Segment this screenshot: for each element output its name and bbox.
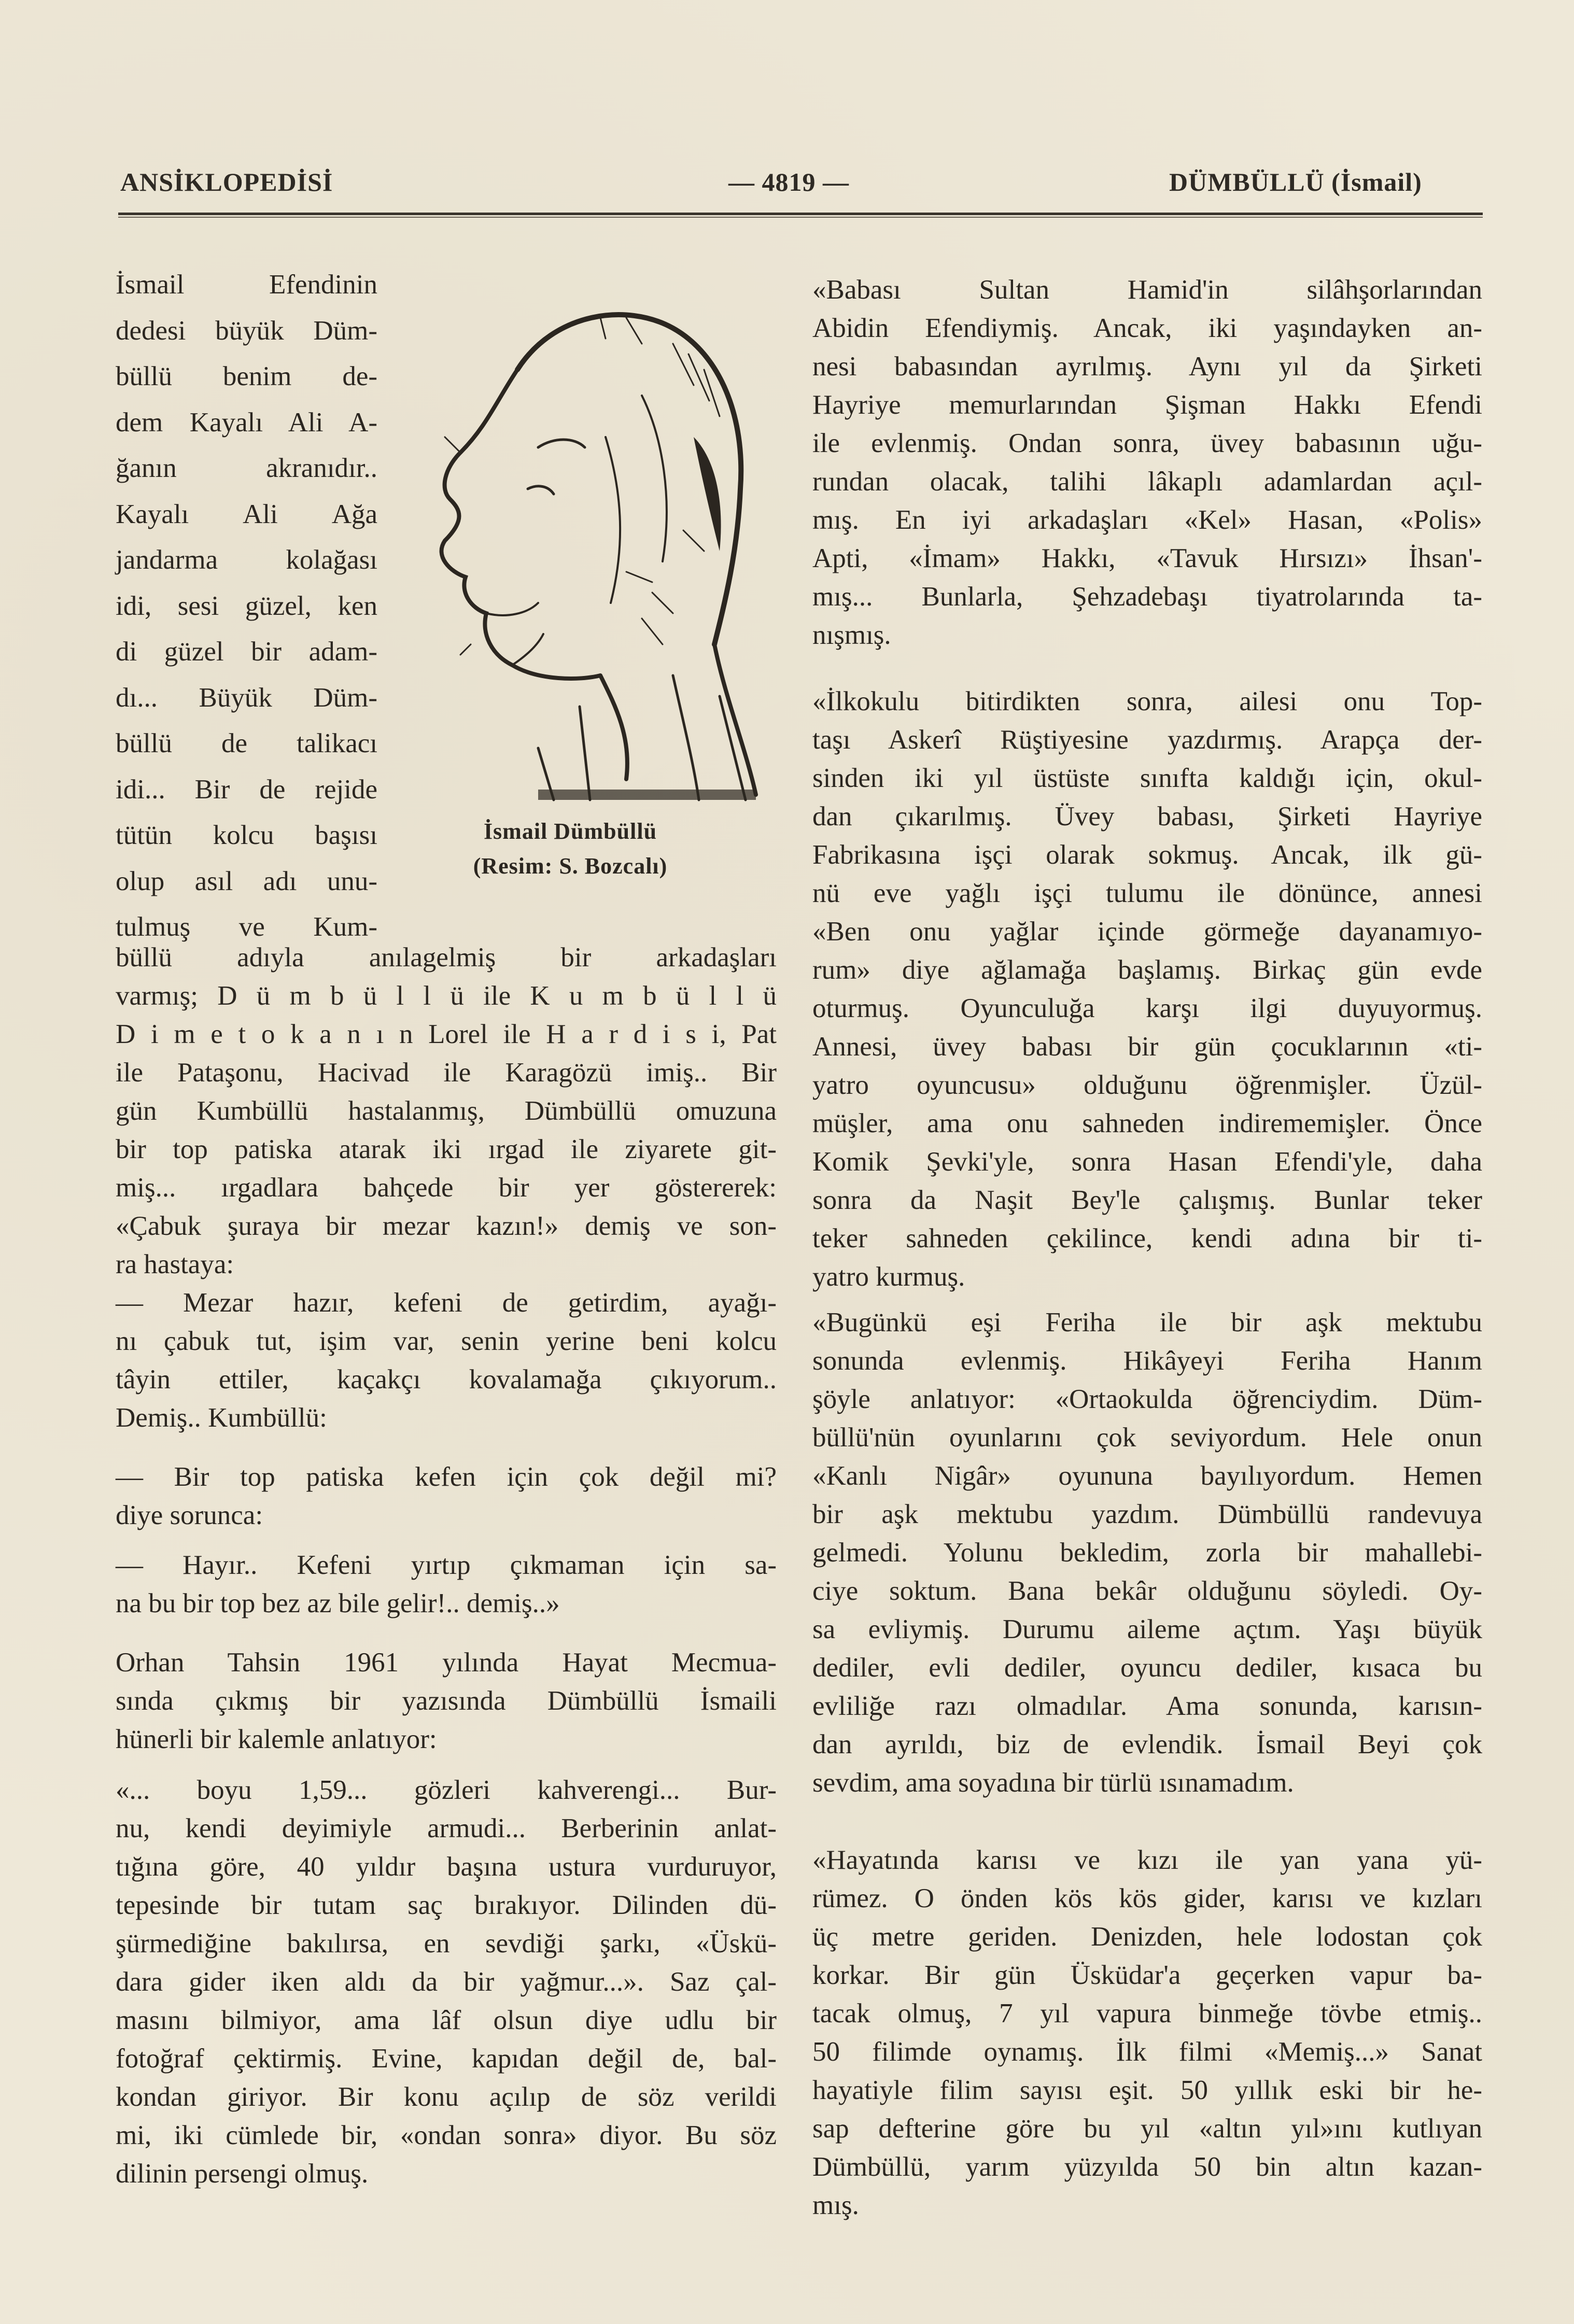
text-line: sında çıkmış bir yazısında Dümbüllü İsmaili: [116, 1686, 777, 1716]
paragraph: [116, 1546, 777, 1623]
paragraph: [116, 1458, 777, 1534]
text-line: mış... Bunlarla, Şehzadebaşı tiyatrolarında ta-: [812, 582, 1482, 612]
text-line: «Kanlı Nigâr» oyununa bayılıyordum. Hemen: [812, 1461, 1482, 1491]
text-line: Dümbüllü, yarım yüzyılda 50 bin altın kazan-: [812, 2152, 1482, 2182]
text-line: fotoğraf çektirmiş. Evine, kapıdan değil de, bal-: [116, 2044, 777, 2074]
text-line: bir top patiska atarak iki ırgad ile ziyarete git-: [116, 1134, 777, 1164]
text-line: sonunda evlenmiş. Hikâyeyi Feriha Hanım: [812, 1346, 1482, 1376]
text-line: nu, kendi deyimiyle armudi... Berberinin anlat-: [116, 1813, 777, 1843]
text-line: miş... ırgadlara bahçede bir yer göstererek:: [116, 1173, 777, 1203]
text-line: tacak olmuş, 7 yıl vapura binmeğe tövbe etmiş..: [812, 1998, 1482, 2029]
text-line: taşı Askerî Rüştiyesine yazdırmış. Arapça der-: [812, 725, 1482, 755]
text-line: gelmedi. Yolunu bekledim, zorla bir mahallebi-: [812, 1538, 1482, 1568]
text-line: dara gider iken aldı da bir yağmur...». Saz çal-: [116, 1967, 777, 1997]
text-line: — Mezar hazır, kefeni de getirdim, ayağı-: [116, 1288, 777, 1318]
text-line: jandarma kolağası: [116, 545, 377, 575]
text-line: Abidin Efendiymiş. Ancak, iki yaşındayken an-: [812, 313, 1482, 343]
text-line: Orhan Tahsin 1961 yılında Hayat Mecmua-: [116, 1647, 777, 1678]
text-line: «Ben onu yağlar içinde görmeğe dayanamıyo-: [812, 917, 1482, 947]
text-line: nü eve yağlı işçi tulumu ile dönünce, annesi: [812, 878, 1482, 908]
text-line: dedesi büyük Düm-: [116, 315, 377, 346]
text-line: mış.: [812, 2190, 859, 2220]
text-line: rundan olacak, talihi lâkaplı adamlardan açıl-: [812, 467, 1482, 497]
text-line: nesi babasından ayrılmış. Aynı yıl da Şirketi: [812, 351, 1482, 382]
paragraph: [116, 938, 777, 1284]
text-line: oturmuş. Oyunculuğa karşı ilgi duyuyormuş.: [812, 993, 1482, 1023]
text-line: tâyin ettiler, kaçakçı kovalamağa çıkıyorum..: [116, 1364, 777, 1395]
text-line: Komik Şevki'yle, sonra Hasan Efendi'yle, daha: [812, 1147, 1482, 1177]
left-column-wrapped-text: [116, 262, 377, 950]
text-line: tulmuş ve Kum-: [116, 912, 377, 942]
text-line: tütün kolcu başısı: [116, 820, 377, 850]
paragraph: [116, 1771, 777, 2193]
text-line: idi, sesi güzel, ken: [116, 590, 377, 621]
text-line: dı... Büyük Düm-: [116, 682, 377, 713]
text-line: varmış; D ü m b ü l l ü ile K u m b ü l l ü: [116, 981, 777, 1011]
text-line: şöyle anlatıyor: «Ortaokulda öğrenciydim. Düm-: [812, 1384, 1482, 1414]
figure-caption-credit: (Resim: S. Bozcalı): [473, 853, 668, 879]
text-line: nışmış.: [812, 620, 891, 650]
text-line: D i m e t o k a n ı n Lorel ile H a r d i s i, Pat: [116, 1019, 777, 1049]
text-line: «... boyu 1,59... gözleri kahverengi... Bur-: [116, 1775, 777, 1805]
paragraph: [812, 1303, 1482, 1802]
text-line: masını bilmiyor, ama lâf olsun diye udlu bir: [116, 2005, 777, 2035]
text-line: tepesinde bir tutam saç bırakıyor. Dilinden dü-: [116, 1890, 777, 1920]
text-line: di güzel bir adam-: [116, 637, 377, 667]
text-line: ra hastaya:: [116, 1249, 234, 1279]
paragraph: [116, 1284, 777, 1437]
text-line: ciye soktum. Bana bekâr olduğunu söyledi. Oy-: [812, 1576, 1482, 1606]
text-line: dan çıkarılmış. Üvey babası, Şirketi Hayriye: [812, 801, 1482, 832]
text-line: Hayriye memurlarından Şişman Hakkı Efendi: [812, 390, 1482, 420]
text-line: olup asıl adı unu-: [116, 866, 377, 896]
paragraph: [812, 682, 1482, 1296]
text-line: sevdim, ama soyadına bir türlü ısınamadım.: [812, 1768, 1294, 1798]
text-line: bir aşk mektubu yazdım. Dümbüllü randevuya: [812, 1499, 1482, 1529]
text-line: «Bugünkü eşi Feriha ile bir aşk mektubu: [812, 1307, 1482, 1337]
header-rule: [118, 213, 1483, 215]
text-line: şürmediğine bakılırsa, en sevdiği şarkı, «Üskü-: [116, 1928, 777, 1959]
text-line: kondan giriyor. Bir konu açılıp de söz verildi: [116, 2082, 777, 2112]
text-line: yatro kurmuş.: [812, 1262, 965, 1292]
right-column-text: [812, 271, 1482, 2224]
text-line: rümez. O önden kös kös gider, karısı ve kızları: [812, 1883, 1482, 1913]
paragraph: [812, 1841, 1482, 2224]
text-line: nı çabuk tut, işim var, senin yerine beni kolcu: [116, 1326, 777, 1356]
text-line: hünerli bir kalemle anlatıyor:: [116, 1724, 437, 1754]
text-line: teker sahneden çekilince, kendi adına bir ti-: [812, 1223, 1482, 1253]
text-line: ğanın akranıdır..: [116, 453, 377, 483]
text-line: Annesi, üvey babası bir gün çocuklarının «ti-: [812, 1032, 1482, 1062]
text-line: büllü adıyla anılagelmiş bir arkadaşları: [116, 942, 777, 973]
text-line: dilinin persengi olmuş.: [116, 2159, 369, 2189]
header-rule-thin: [118, 217, 1483, 218]
text-line: «Babası Sultan Hamid'in silâhşorlarından: [812, 275, 1482, 305]
text-line: üç metre geriden. Denizden, hele lodostan çok: [812, 1922, 1482, 1952]
running-header-left: ANSİKLOPEDİSİ: [120, 167, 333, 196]
running-header-right: DÜMBÜLLÜ (İsmail): [1169, 167, 1422, 196]
text-line: — Bir top patiska kefen için çok değil mi?: [116, 1462, 777, 1492]
text-line: hayatiyle filim sayısı eşit. 50 yıllık eski bir he-: [812, 2075, 1482, 2105]
text-line: ile evlenmiş. Ondan sonra, üvey babasının uğu-: [812, 428, 1482, 458]
paragraph: [812, 271, 1482, 654]
text-line: na bu bir top bez az bile gelir!.. demiş..»: [116, 1588, 560, 1618]
left-column-text: [116, 938, 777, 2193]
text-line: sap defterine göre bu yıl «altın yıl»ını kutlıyan: [812, 2114, 1482, 2144]
text-line: mış. En iyi arkadaşları «Kel» Hasan, «Polis»: [812, 505, 1482, 535]
paragraph: [116, 1643, 777, 1758]
text-line: Kayalı Ali Ağa: [116, 499, 377, 529]
text-line: — Hayır.. Kefeni yırtıp çıkmaman için sa-: [116, 1550, 777, 1580]
text-line: korkar. Bir gün Üsküdar'a geçerken vapur ba-: [812, 1960, 1482, 1990]
text-line: büllü benim de-: [116, 361, 377, 391]
portrait-sketch: [383, 281, 771, 808]
text-line: Demiş.. Kumbüllü:: [116, 1403, 327, 1433]
page-number: — 4819 —: [728, 167, 849, 196]
text-line: diye sorunca:: [116, 1500, 263, 1530]
text-line: ile Pataşonu, Hacivad ile Karagözü imiş.. Bir: [116, 1058, 777, 1088]
text-line: dediler, evli dediler, oyuncu dediler, kısaca bu: [812, 1653, 1482, 1683]
text-line: gün Kumbüllü hastalanmış, Dümbüllü omuzuna: [116, 1096, 777, 1126]
text-line: İsmail Efendinin: [116, 270, 377, 300]
text-line: idi... Bir de rejide: [116, 774, 377, 805]
text-line: müşler, ama onu sahneden indirememişler. Önce: [812, 1108, 1482, 1138]
text-line: sa evliymiş. Durumu aileme açtım. Yaşı büyük: [812, 1614, 1482, 1644]
figure-caption-name: İsmail Dümbüllü: [483, 819, 657, 844]
text-line: Apti, «İmam» Hakkı, «Tavuk Hırsızı» İhsan'-: [812, 543, 1482, 573]
text-line: tığına göre, 40 yıldır başına ustura vurduruyor,: [116, 1852, 777, 1882]
text-line: «Çabuk şuraya bir mezar kazın!» demiş ve son-: [116, 1211, 777, 1241]
text-line: «İlkokulu bitirdikten sonra, ailesi onu Top-: [812, 686, 1482, 716]
text-line: mi, iki cümlede bir, «ondan sonra» diyor. Bu söz: [116, 2120, 777, 2150]
text-line: evliliğe razı olmadılar. Ama sonunda, karısın-: [812, 1691, 1482, 1721]
text-line: 50 filimde oynamış. İlk filmi «Memiş...» Sanat: [812, 2037, 1482, 2067]
text-line: sonra da Naşit Bey'le çalışmış. Bunlar teker: [812, 1185, 1482, 1215]
text-line: dem Kayalı Ali A-: [116, 407, 377, 438]
text-line: büllü de talikacı: [116, 728, 377, 758]
text-line: «Hayatında karısı ve kızı ile yan yana yü-: [812, 1845, 1482, 1875]
text-line: Fabrikasına işçi olarak sokmuş. Ancak, ilk gü-: [812, 840, 1482, 870]
text-line: dan ayrıldı, biz de evlendik. İsmail Beyi çok: [812, 1729, 1482, 1759]
text-line: rum» diye ağlamağa başlamış. Birkaç gün evde: [812, 955, 1482, 985]
text-line: yatro oyuncusu» olduğunu öğrenmişler. Üzül-: [812, 1070, 1482, 1100]
text-line: sinden iki yıl üstüste sınıfta kaldığı için, okul-: [812, 763, 1482, 793]
text-line: büllü'nün oyunlarını çok seviyordum. Hele onun: [812, 1422, 1482, 1453]
